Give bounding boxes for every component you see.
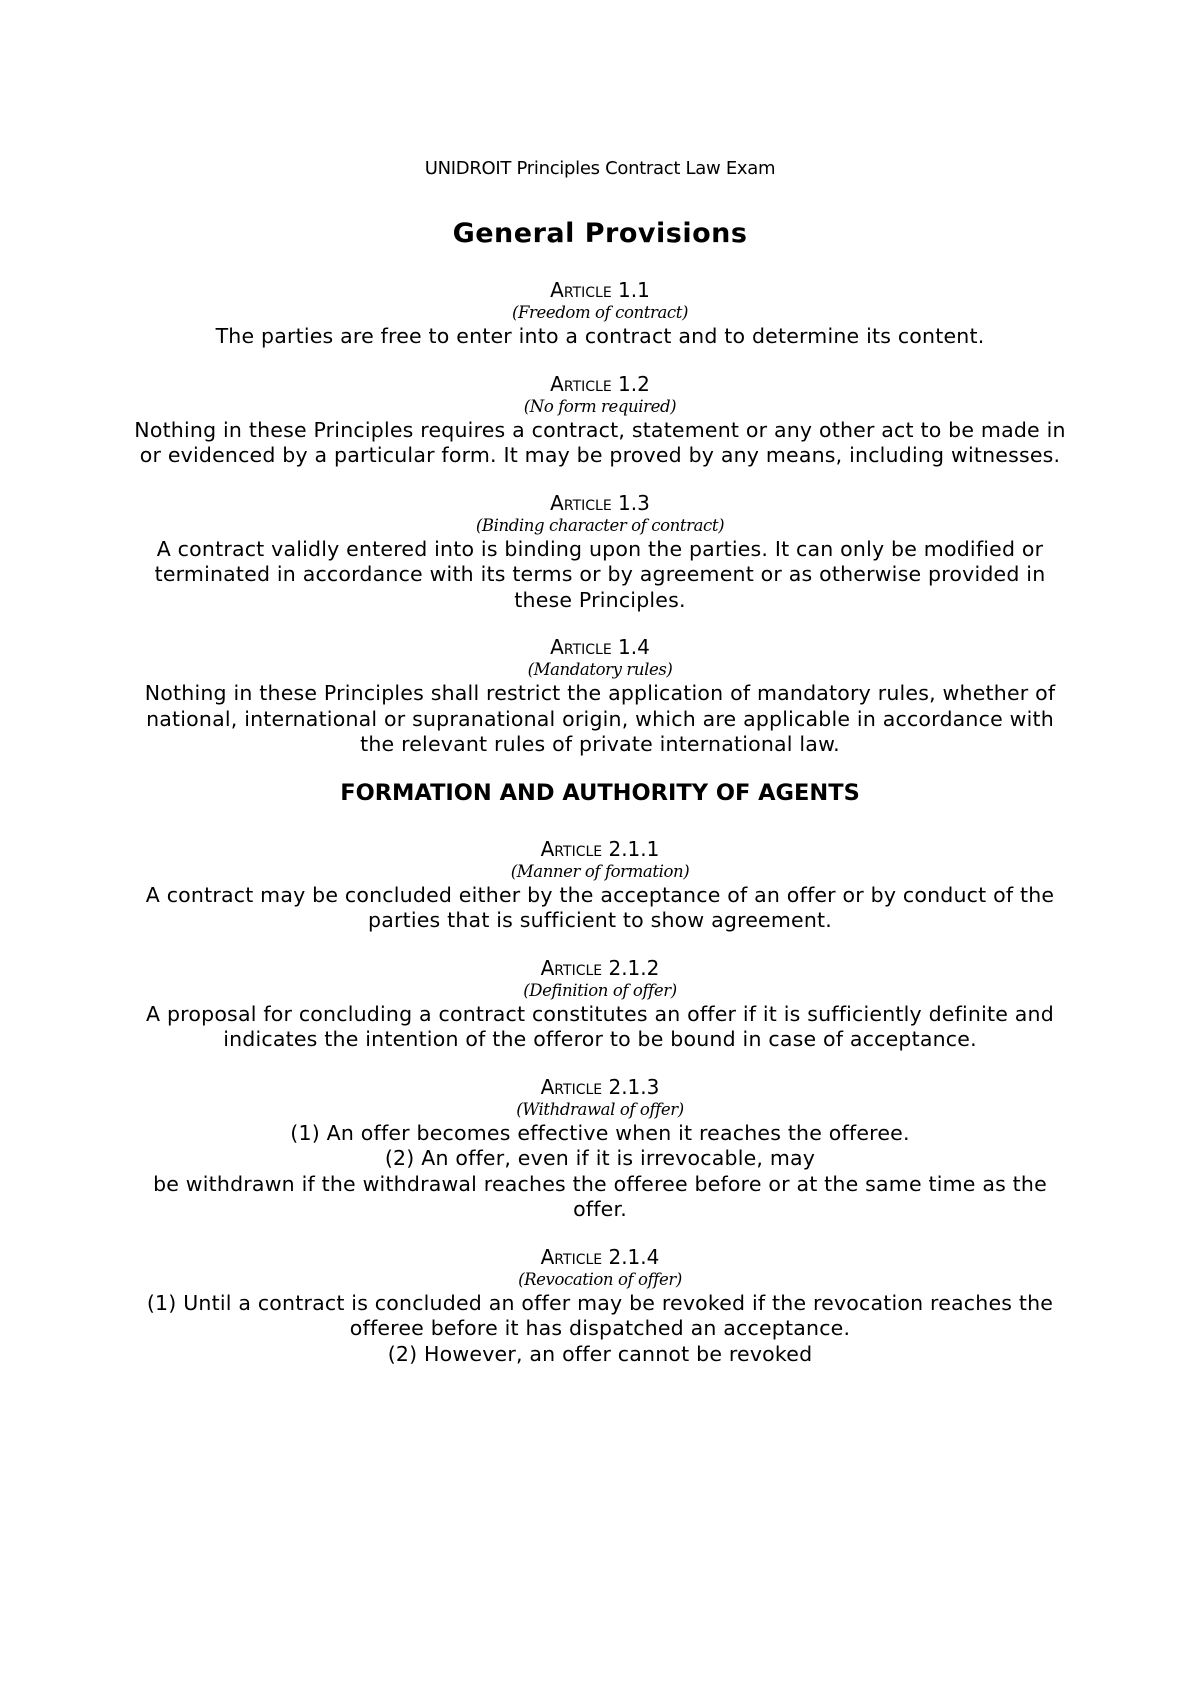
article-paragraph: Nothing in these Principles shall restrict the application of mandatory rules, whether of national, international or supranational origin, which are applicable in accordance with the relevant rules of private international law. (144, 681, 1056, 757)
article-text (130, 324, 1070, 350)
article-paragraph: A contract validly entered into is binding upon the parties. It can only be modified or terminated in accordance with its terms or by agreement or as otherwise provided in these Principles. (154, 536, 1046, 612)
article-text (130, 681, 1070, 758)
article-paragraph: A contract may be concluded either by the acceptance of an offer or by conduct of the parties that is sufficient to show agreement. (145, 882, 1055, 933)
article-paragraph: (2) However, an offer cannot be revoked (387, 1341, 813, 1366)
article-text (130, 1002, 1070, 1053)
article-paragraph: (1) An offer becomes effective when it reaches the offeree. (290, 1120, 910, 1145)
article-subtitle: (Manner of formation) (510, 861, 690, 881)
article-paragraph: A proposal for concluding a contract constitutes an offer if it is sufficiently definite and indicates the intention of the offeror to be bound in case of acceptance. (146, 1001, 1054, 1052)
article-1-4 (130, 635, 1070, 758)
article-subtitle: (Mandatory rules) (527, 660, 673, 680)
article-1-3 (130, 491, 1070, 614)
article-2-1-3 (130, 1075, 1070, 1223)
document-header: UNIDROIT Principles Contract Law Exam (424, 158, 776, 179)
section-formation-and-authority (130, 780, 1070, 1368)
article-heading: Article 1.1 (550, 278, 650, 303)
article-subtitle: (Binding character of contract) (475, 515, 725, 535)
document-body (130, 218, 1070, 1389)
article-paragraph: (2) An offer, even if it is irrevocable, may (384, 1146, 816, 1171)
article-subtitle: (Revocation of offer) (518, 1269, 682, 1289)
article-subtitle: (Definition of offer) (523, 980, 677, 1000)
article-paragraph: The parties are free to enter into a contract and to determine its content. (215, 324, 985, 349)
article-paragraph: (1) Until a contract is concluded an offer may be revoked if the revocation reaches the offeree before it has dispatched an acceptance. (146, 1290, 1054, 1341)
article-heading: Article 1.4 (550, 635, 650, 660)
article-subtitle: (No form required) (523, 396, 677, 416)
article-text (130, 537, 1070, 614)
article-heading: Article 2.1.2 (540, 955, 660, 980)
article-text (130, 418, 1070, 469)
article-heading: Article 1.3 (550, 490, 650, 515)
article-paragraph: be withdrawn if the withdrawal reaches the offeree before or at the same time as the offer. (153, 1171, 1047, 1222)
article-heading: Article 2.1.1 (540, 836, 660, 861)
article-heading: Article 2.1.3 (540, 1074, 660, 1099)
article-text (130, 1121, 1070, 1223)
article-text (130, 1291, 1070, 1368)
article-2-1-4 (130, 1245, 1070, 1368)
section-title: FORMATION AND AUTHORITY OF AGENTS (340, 779, 860, 806)
article-subtitle: (Withdrawal of offer) (516, 1099, 684, 1119)
section-title: General Provisions (452, 218, 748, 249)
section-general-provisions (130, 218, 1070, 758)
article-2-1-1 (130, 837, 1070, 934)
article-1-2 (130, 372, 1070, 469)
article-subtitle: (Freedom of contract) (511, 303, 689, 323)
article-2-1-2 (130, 956, 1070, 1053)
article-heading: Article 1.2 (550, 371, 650, 396)
article-text (130, 883, 1070, 934)
article-heading: Article 2.1.4 (540, 1244, 660, 1269)
article-1-1 (130, 278, 1070, 350)
article-paragraph: Nothing in these Principles requires a contract, statement or any other act to be made in or evidenced by a particular form. It may be proved by any means, including witnesses. (134, 417, 1066, 468)
